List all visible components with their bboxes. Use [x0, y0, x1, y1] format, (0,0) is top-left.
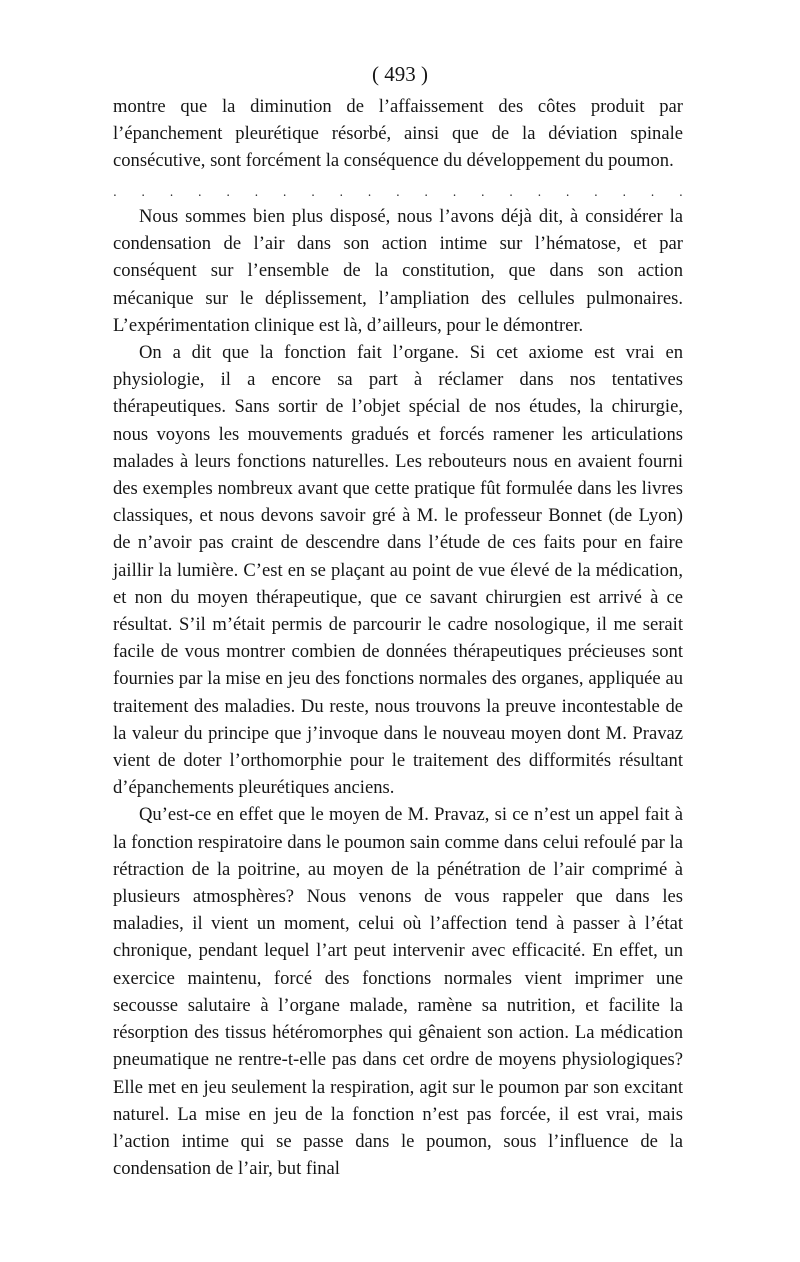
separator-dot: .: [509, 185, 513, 199]
separator-dot: .: [678, 185, 683, 199]
separator-dot: .: [113, 185, 117, 199]
paragraph: On a dit que la fonction fait l’organe. Si cet axiome est vrai en physiologie, il a encore sa part à réclamer dans nos tentatives thérapeutiques. Sans sortir de l’objet spécial de nos études, la chirurgie, nous voyons les mouvements gradués et forcés ramener les articulations malades à leurs fonctions naturelles. Les rebouteurs nous en avaient fourni des exemples nombreux avant que cette pratique fût formulée dans les livres classiques, et nous devons savoir gré à M. le professeur Bonnet (de Lyon) de n’avoir pas craint de descendre dans l’étude de ces faits pour en faire jaillir la lumière. C’est en se plaçant au point de vue élevé de la médication, et non du moyen thérapeutique, que ce savant chirurgien est arrivé à ce résultat. S’il m’était permis de parcourir le cadre nosologique, il me serait facile de vous montrer combien de données thérapeutiques précieuses sont fournies par la mise en jeu des fonctions normales des organes, appliquée au traitement des maladies. Du reste, nous trouvons la preuve incontestable de la valeur du principe que j’invoque dans le nouveau moyen dont M. Pravaz vient de doter l’orthomorphie pour le traitement des difformités résultant d’épanchements pleurétiques anciens.: [113, 342, 683, 799]
separator-dot: .: [169, 185, 174, 199]
separator-dot: .: [480, 185, 485, 199]
continuation-text-block: [113, 93, 683, 175]
separator-dot: .: [452, 185, 457, 199]
separator-dot: .: [311, 185, 315, 199]
separator-dot: .: [226, 185, 231, 199]
main-text-block: [113, 203, 683, 1182]
ellipsis-separator: [113, 186, 683, 198]
separator-dot: .: [141, 185, 146, 199]
separator-dot: .: [395, 185, 400, 199]
separator-dot: .: [282, 185, 287, 199]
separator-dot: .: [650, 185, 655, 199]
paragraph: Qu’est-ce en effet que le moyen de M. Pravaz, si ce n’est un appel fait à la fonction respiratoire dans le poumon sain comme dans celui refoulé par la rétraction de la poitrine, au moyen de la pénétration de l’air comprimé à plusieurs atmosphères? Nous venons de vous rappeler que dans les maladies, il vient un moment, celui où l’affection tend à passer à l’état chronique, pendant lequel l’art peut intervenir avec efficacité. En effet, un exercice maintenu, forcé des fonctions normales vient imprimer une secousse salutaire à l’organe malade, ramène sa nutrition, et facilite la résorption des tissus hétéromorphes qui gênaient son action. La médication pneumatique ne rentre-t-elle pas dans cet ordre de moyens physiologiques? Elle met en jeu seulement la respiration, agit sur le poumon par son excitant naturel. La mise en jeu de la fonction n’est pas forcée, il est vrai, mais l’action intime qui se passe dans le poumon, sous l’influence de la condensation de l’air, but final: [113, 804, 683, 1180]
separator-dot: .: [537, 185, 542, 199]
separator-dot: .: [424, 185, 429, 199]
separator-dot: .: [367, 185, 372, 199]
paragraph: Nous sommes bien plus disposé, nous l’avons déjà dit, à considérer la condensation de l’air dans son action intime sur l’hématose, et par conséquent sur l’ensemble de la constitution, que dans son action mécanique sur le déplissement, l’ampliation des cellules pulmonaires. L’expérimentation clinique est là, d’ailleurs, pour le démontrer.: [113, 206, 683, 336]
separator-dot: .: [339, 185, 344, 199]
separator-dot: .: [565, 185, 570, 199]
page-number: ( 493 ): [372, 62, 428, 86]
continuation-paragraph: montre que la diminution de l’affaissement des côtes produit par l’épanchement pleurétique résorbé, ainsi que de la déviation spinale consécutive, sont forcément la conséquence du développement du poumon.: [113, 96, 683, 172]
separator-dot: .: [594, 185, 598, 199]
separator-dot: .: [622, 185, 627, 199]
separator-dot: .: [197, 185, 202, 199]
separator-dot: .: [254, 185, 259, 199]
